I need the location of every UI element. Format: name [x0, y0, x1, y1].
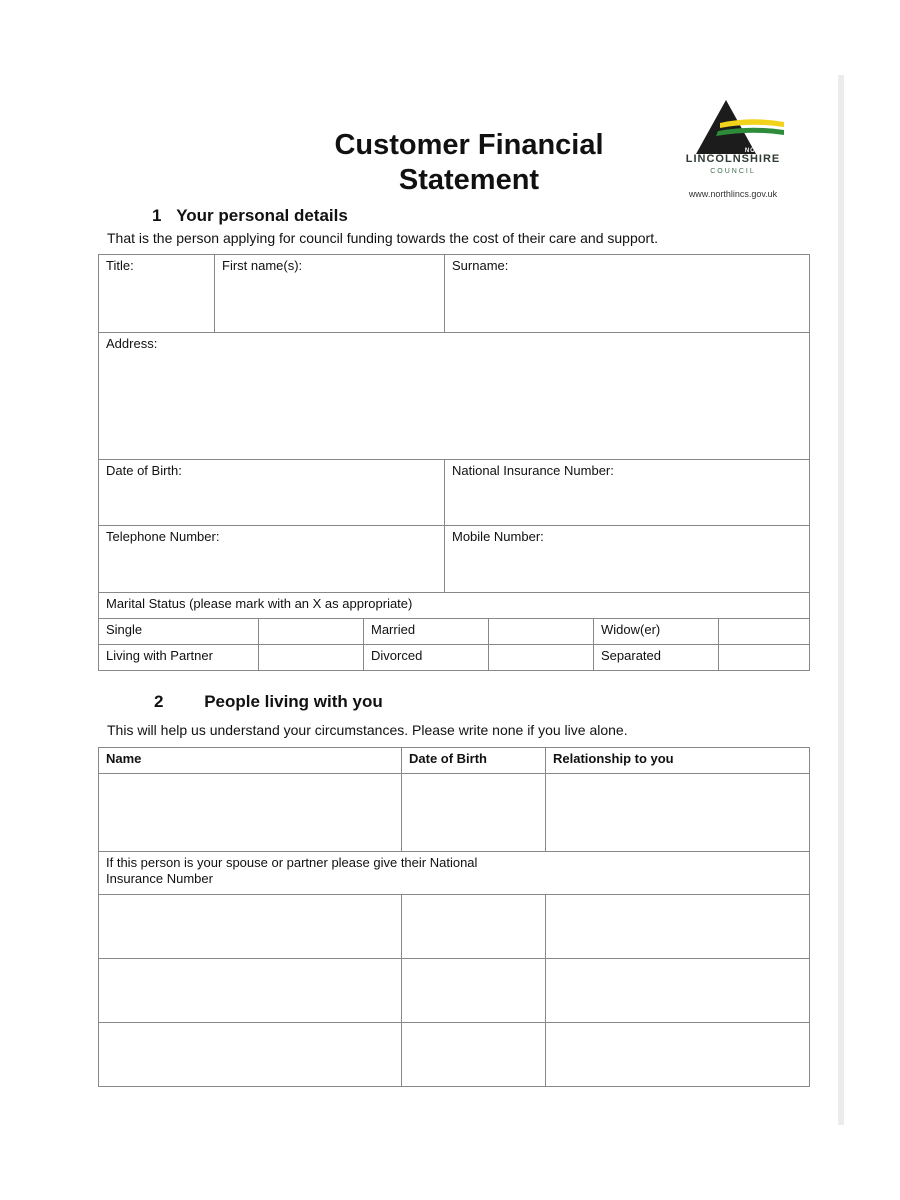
- section-1-intro: That is the person applying for council funding towards the cost of their care and support.: [107, 230, 658, 246]
- column-header: Date of Birth: [402, 748, 546, 774]
- household-relationship-cell[interactable]: [546, 895, 810, 959]
- surname-field[interactable]: Surname:: [445, 255, 810, 333]
- marital-option-label: Married: [364, 619, 489, 645]
- title-field[interactable]: Title:: [99, 255, 215, 333]
- section-1-title: Your personal details: [176, 206, 348, 225]
- marital-option-label: Living with Partner: [99, 645, 259, 671]
- household-name-cell[interactable]: [99, 959, 402, 1023]
- household-name-cell[interactable]: [99, 774, 402, 852]
- household-dob-cell[interactable]: [402, 895, 546, 959]
- logo-name-main: LINCOLNSHIRE: [685, 153, 781, 165]
- telephone-field[interactable]: Telephone Number:: [99, 526, 445, 593]
- household-relationship-cell[interactable]: [546, 774, 810, 852]
- dob-field[interactable]: Date of Birth:: [99, 460, 445, 526]
- logo-name-sub: COUNCIL: [710, 168, 756, 175]
- marital-checkbox-married[interactable]: [489, 619, 594, 645]
- spouse-ni-field[interactable]: [99, 852, 810, 895]
- spouse-note-line-1: If this person is your spouse or partner please give their National: [106, 855, 478, 870]
- spouse-note-line-2: Insurance Number: [106, 871, 213, 886]
- marital-checkbox-widower[interactable]: [719, 619, 810, 645]
- section-1-number: 1: [152, 206, 162, 225]
- logo-name-top: NORTH: [744, 148, 772, 154]
- ni-number-field[interactable]: National Insurance Number:: [445, 460, 810, 526]
- marital-option-label: Separated: [594, 645, 719, 671]
- section-1-heading: [152, 206, 348, 226]
- page-edge-shadow: [838, 75, 844, 1125]
- marital-status-prompt: Marital Status (please mark with an X as appropriate): [99, 593, 810, 619]
- household-dob-cell[interactable]: [402, 1023, 546, 1087]
- title-line-2: Statement: [398, 164, 540, 196]
- household-dob-cell[interactable]: [402, 959, 546, 1023]
- mobile-field[interactable]: Mobile Number:: [445, 526, 810, 593]
- section-2-title: People living with you: [204, 692, 383, 711]
- council-logo-icon: [668, 96, 792, 154]
- column-header: Name: [99, 748, 402, 774]
- marital-status-table: [98, 592, 810, 671]
- household-name-cell[interactable]: [99, 1023, 402, 1087]
- section-2-number: 2: [154, 692, 164, 711]
- personal-details-table: [98, 254, 810, 593]
- title-line-1: Customer Financial: [334, 129, 604, 161]
- household-table: [98, 747, 810, 1087]
- logo-triangle: [696, 100, 756, 154]
- address-field[interactable]: Address:: [99, 333, 810, 460]
- marital-option-label: Widow(er): [594, 619, 719, 645]
- section-2-heading: [154, 692, 383, 712]
- household-name-cell[interactable]: [99, 895, 402, 959]
- page-title: [300, 128, 638, 198]
- logo-url: www.northlincs.gov.uk: [688, 189, 778, 199]
- marital-checkbox-living-with-partner[interactable]: [259, 645, 364, 671]
- marital-checkbox-divorced[interactable]: [489, 645, 594, 671]
- marital-checkbox-single[interactable]: [259, 619, 364, 645]
- household-relationship-cell[interactable]: [546, 959, 810, 1023]
- first-name-field[interactable]: First name(s):: [215, 255, 445, 333]
- marital-option-label: Divorced: [364, 645, 489, 671]
- household-dob-cell[interactable]: [402, 774, 546, 852]
- column-header: Relationship to you: [546, 748, 810, 774]
- marital-option-label: Single: [99, 619, 259, 645]
- marital-checkbox-separated[interactable]: [719, 645, 810, 671]
- section-2-intro: This will help us understand your circumstances. Please write none if you live alone.: [107, 722, 628, 738]
- council-logo: [668, 96, 792, 206]
- household-relationship-cell[interactable]: [546, 1023, 810, 1087]
